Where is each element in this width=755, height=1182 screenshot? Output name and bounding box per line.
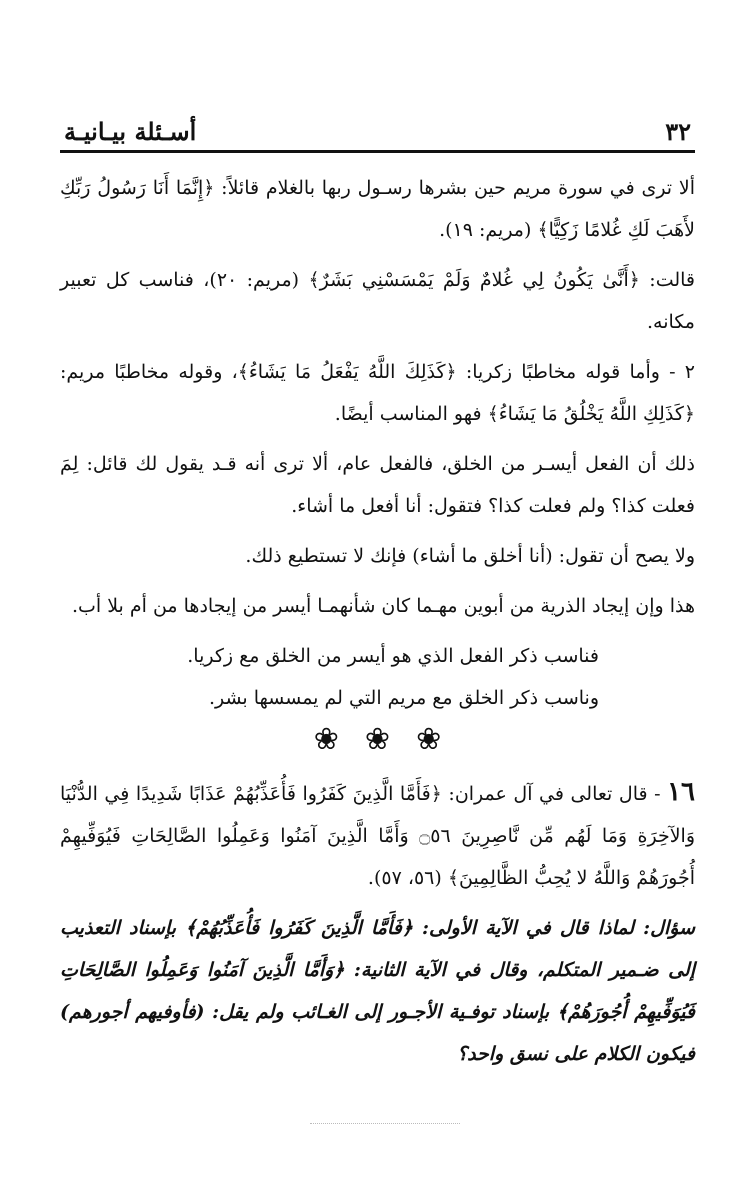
paragraph-9-text: - قال تعالى في آل عمران: ﴿فَأَمَّا الَّذِينَ كَفَرُوا فَأُعَذِّبُهُمْ عَذَابًا شَدِيدًا فِي الدُّنْيَا وَالآخِرَةِ وَمَا لَهُم مِّن نَّاصِرِينَ ۝٥٦ وَأَمَّا الَّذِينَ آمَنُوا وَعَمِلُوا الصَّالِحَاتِ فَيُوَفِّيهِمْ أُجُورَهُمْ وَاللَّهُ لا يُحِبُّ الظَّالِمِينَ﴾ (٥٦، ٥٧). xyxy=(60,783,696,889)
paragraph-5: ولا يصح أن تقول: (أنا أخلق ما أشاء) فإنك لا تستطيع ذلك. xyxy=(245,545,695,567)
paragraph-6: هذا وإن إيجاد الذرية من أبوين مهـما كان شأنهمـا أيسر من إيجادها من أم بلا أب. xyxy=(71,595,695,617)
section-ornament xyxy=(60,723,695,757)
page-body xyxy=(60,153,695,1075)
flower-icon: ❀ xyxy=(416,722,442,757)
paragraph-4: ذلك أن الفعل أيسـر من الخلق، فالفعل عام، ألا ترى أنه قـد يقول لك قائل: لِمَ فعلت كذا؟ ولم فعلت كذا؟ فتقول: أنا أفعل ما أشاء. xyxy=(60,453,695,517)
paragraph-8: وناسب ذكر الخلق مع مريم التي لم يمسسها بشر. xyxy=(208,687,599,709)
question-label: سؤال: xyxy=(643,917,695,939)
paragraph-7: فناسب ذكر الفعل الذي هو أيسر من الخلق مع زكريا. xyxy=(187,645,599,667)
footer-dotted-line xyxy=(310,1123,460,1124)
page-number: ٣٢ xyxy=(665,117,691,146)
paragraph-2: قالت: ﴿أَنَّىٰ يَكُونُ لِي غُلامٌ وَلَمْ يَمْسَسْنِي بَشَرٌ﴾ (مريم: ٢٠)، فناسب كل تعبير مكانه. xyxy=(60,269,696,333)
paragraph-1: ألا ترى في سورة مريم حين بشرها رسـول ربها بالغلام قائلاً: ﴿إِنَّمَا أَنَا رَسُولُ رَبِّكِ لأَهَبَ لَكِ غُلامًا زَكِيًّا﴾ (مريم: ١٩). xyxy=(60,177,695,241)
question-text: لماذا قال في الآية الأولى: ﴿فَأَمَّا الَّذِينَ كَفَرُوا فَأُعَذِّبُهُمْ﴾ بإسناد التعذيب إلى ضـمير المتكلم، وقال في الآية الثانية: ﴿وَأَمَّا الَّذِينَ آمَنُوا وَعَمِلُوا الصَّالِحَاتِ فَيُوَفِّيهِمْ أُجُورَهُمْ﴾ بإسناد توفـية الأجـور إلى الغـائب ولم يقل: (فأوفيهم أجورهم) فيكون الكلام على نسق واحد؟ xyxy=(60,917,695,1065)
running-title: أسـئلة بيـانيـة xyxy=(64,117,197,146)
paragraph-9 xyxy=(60,771,695,899)
page-header xyxy=(60,108,695,153)
item-number: ١٦ xyxy=(667,777,695,807)
flower-icon: ❀ xyxy=(364,722,391,757)
paragraph-3: ٢ - وأما قوله مخاطبًا زكريا: ﴿كَذَلِكَ اللَّهُ يَفْعَلُ مَا يَشَاءُ﴾، وقوله مخاطبًا مريم: ﴿كَذَلِكِ اللَّهُ يَخْلُقُ مَا يَشَاءُ﴾ فهو المناسب أيضًا. xyxy=(60,361,695,425)
flower-icon: ❀ xyxy=(313,722,339,757)
question-paragraph xyxy=(60,907,695,1075)
